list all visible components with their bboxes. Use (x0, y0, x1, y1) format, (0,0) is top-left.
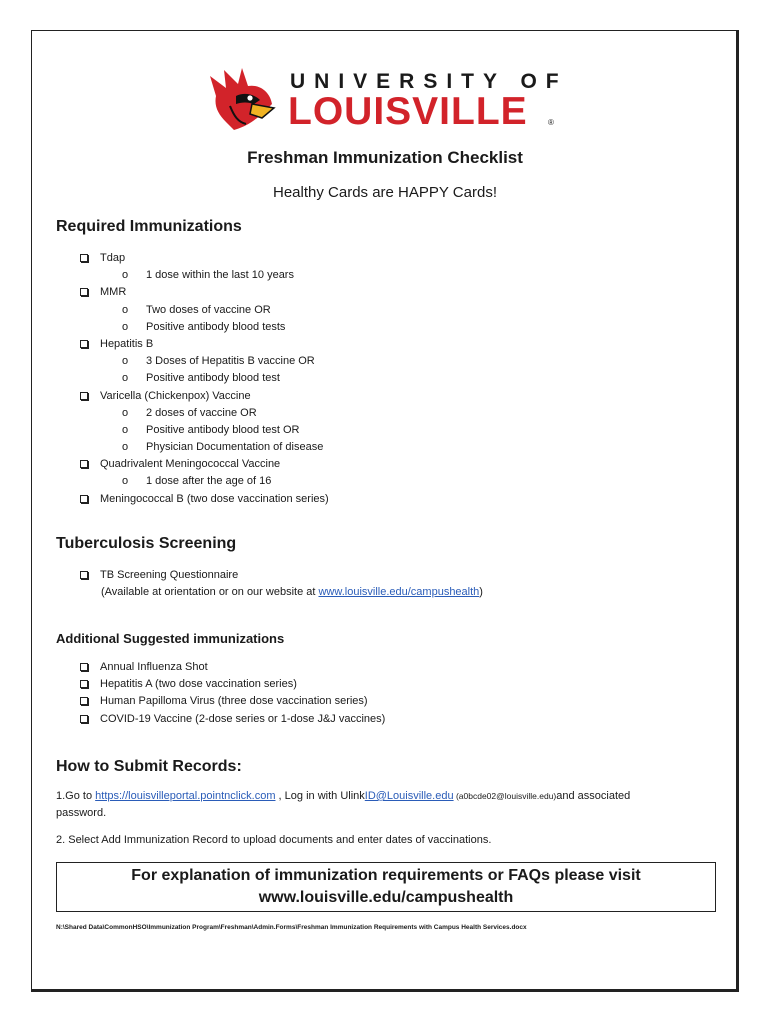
required-sub-item-label: Positive antibody blood test OR (146, 423, 300, 436)
suggested-heading: Additional Suggested immunizations (56, 631, 285, 646)
tb-list (80, 567, 483, 601)
sub-bullet: o (122, 303, 129, 316)
required-sub-item-label: Two doses of vaccine OR (146, 303, 271, 316)
required-item-label: Quadrivalent Meningococcal Vaccine (100, 458, 281, 471)
suggested-item (80, 676, 385, 693)
sub-bullet: o (122, 475, 129, 488)
required-sub-item (80, 370, 329, 387)
logo-university-of: UNIVERSITY OF (290, 70, 568, 93)
required-item (80, 250, 329, 267)
required-item (80, 284, 329, 301)
required-item-label: Meningococcal B (two dose vaccination series) (100, 492, 329, 505)
required-item (80, 456, 329, 473)
suggested-item (80, 711, 385, 728)
sub-bullet: o (122, 423, 129, 436)
suggested-item-label: Human Papilloma Virus (three dose vaccination series) (100, 695, 368, 708)
checkbox[interactable] (80, 340, 88, 348)
required-sub-item (80, 353, 329, 370)
required-item (80, 336, 329, 353)
required-sub-item (80, 405, 329, 422)
required-item (80, 491, 329, 508)
tb-item (80, 567, 483, 584)
sub-bullet: o (122, 269, 129, 282)
suggested-item (80, 693, 385, 710)
required-sub-item-label: 2 doses of vaccine OR (146, 406, 257, 419)
checkbox[interactable] (80, 460, 88, 468)
tb-note-suffix: ) (479, 586, 483, 599)
suggested-item-label: Hepatitis A (two dose vaccination series) (100, 678, 297, 691)
page-border (31, 30, 739, 992)
required-sub-item-label: 1 dose after the age of 16 (146, 475, 272, 488)
suggested-list (80, 659, 385, 728)
required-sub-item (80, 302, 329, 319)
checkbox[interactable] (80, 254, 88, 262)
step1-suffix: and associated (556, 790, 631, 802)
checkbox[interactable] (80, 697, 88, 705)
required-sub-item (80, 319, 329, 336)
checkbox[interactable] (80, 392, 88, 400)
required-list (80, 250, 329, 508)
checkbox[interactable] (80, 663, 88, 671)
required-heading: Required Immunizations (56, 218, 242, 235)
callout-line-1: For explanation of immunization requirements or FAQs please visit (131, 867, 641, 884)
sub-bullet: o (122, 372, 129, 385)
portal-link[interactable]: https://louisvilleportal.pointnclick.com (95, 790, 276, 802)
step1-mid: , Log in with Ulink (275, 790, 365, 802)
required-item-label: Tdap (100, 252, 126, 264)
required-sub-item-label: Positive antibody blood tests (146, 320, 286, 333)
checkbox[interactable] (80, 495, 88, 503)
checkbox[interactable] (80, 680, 88, 688)
submit-step-2: 2. Select Add Immunization Record to upload documents and enter dates of vaccinations. (56, 834, 492, 846)
tb-note (80, 584, 483, 601)
file-path-footer: N:\Shared Data\CommonHSO\Immunization Program\Freshman\Admin.Forms\Freshman Immunization Requirements with Campus Health Services.docx (56, 924, 527, 931)
required-sub-item-label: 1 dose within the last 10 years (146, 269, 294, 282)
submit-step-1-continued: password. (56, 807, 107, 819)
registered-mark: ® (548, 118, 554, 127)
required-sub-item-label: 3 Doses of Hepatitis B vaccine OR (146, 355, 315, 368)
sub-bullet: o (122, 355, 129, 368)
required-sub-item (80, 473, 329, 490)
submit-heading: How to Submit Records: (56, 758, 242, 775)
sub-bullet: o (122, 406, 129, 419)
suggested-item (80, 659, 385, 676)
required-item (80, 388, 329, 405)
checkbox[interactable] (80, 571, 88, 579)
tb-item-label: TB Screening Questionnaire (100, 569, 239, 581)
sub-bullet: o (122, 320, 129, 333)
logo-louisville: LOUISVILLE (288, 90, 528, 133)
page-title: Freshman Immunization Checklist (247, 148, 523, 167)
suggested-item-label: Annual Influenza Shot (100, 661, 208, 673)
step1-prefix: 1.Go to (56, 790, 96, 802)
university-logo (208, 66, 568, 138)
page-subtitle: Healthy Cards are HAPPY Cards! (273, 184, 497, 201)
checkbox[interactable] (80, 715, 88, 723)
required-sub-item (80, 267, 329, 284)
tb-heading: Tuberculosis Screening (56, 535, 237, 552)
submit-step-1 (56, 790, 630, 802)
cardinal-logo-icon (208, 66, 276, 136)
ulink-email-link[interactable]: ID@Louisville.edu (364, 790, 454, 802)
required-sub-item (80, 439, 329, 456)
campushealth-link[interactable]: www.louisville.edu/campushealth (318, 586, 480, 599)
callout-line-2: www.louisville.edu/campushealth (258, 889, 514, 906)
required-sub-item-label: Positive antibody blood test (146, 372, 280, 385)
tb-note-prefix: (Available at orientation or on our website at (101, 586, 319, 599)
checkbox[interactable] (80, 288, 88, 296)
required-item-label: Hepatitis B (100, 337, 154, 350)
sub-bullet: o (122, 441, 129, 454)
required-item-label: Varicella (Chickenpox) Vaccine (100, 389, 251, 402)
suggested-item-label: COVID-19 Vaccine (2-dose series or 1-dose J&J vaccines) (100, 712, 386, 725)
required-item-label: MMR (100, 286, 127, 299)
required-sub-item (80, 422, 329, 439)
step1-example-id: (a0bcde02@louisville.edu) (453, 791, 557, 801)
required-sub-item-label: Physician Documentation of disease (146, 441, 324, 454)
faq-callout (56, 862, 716, 912)
